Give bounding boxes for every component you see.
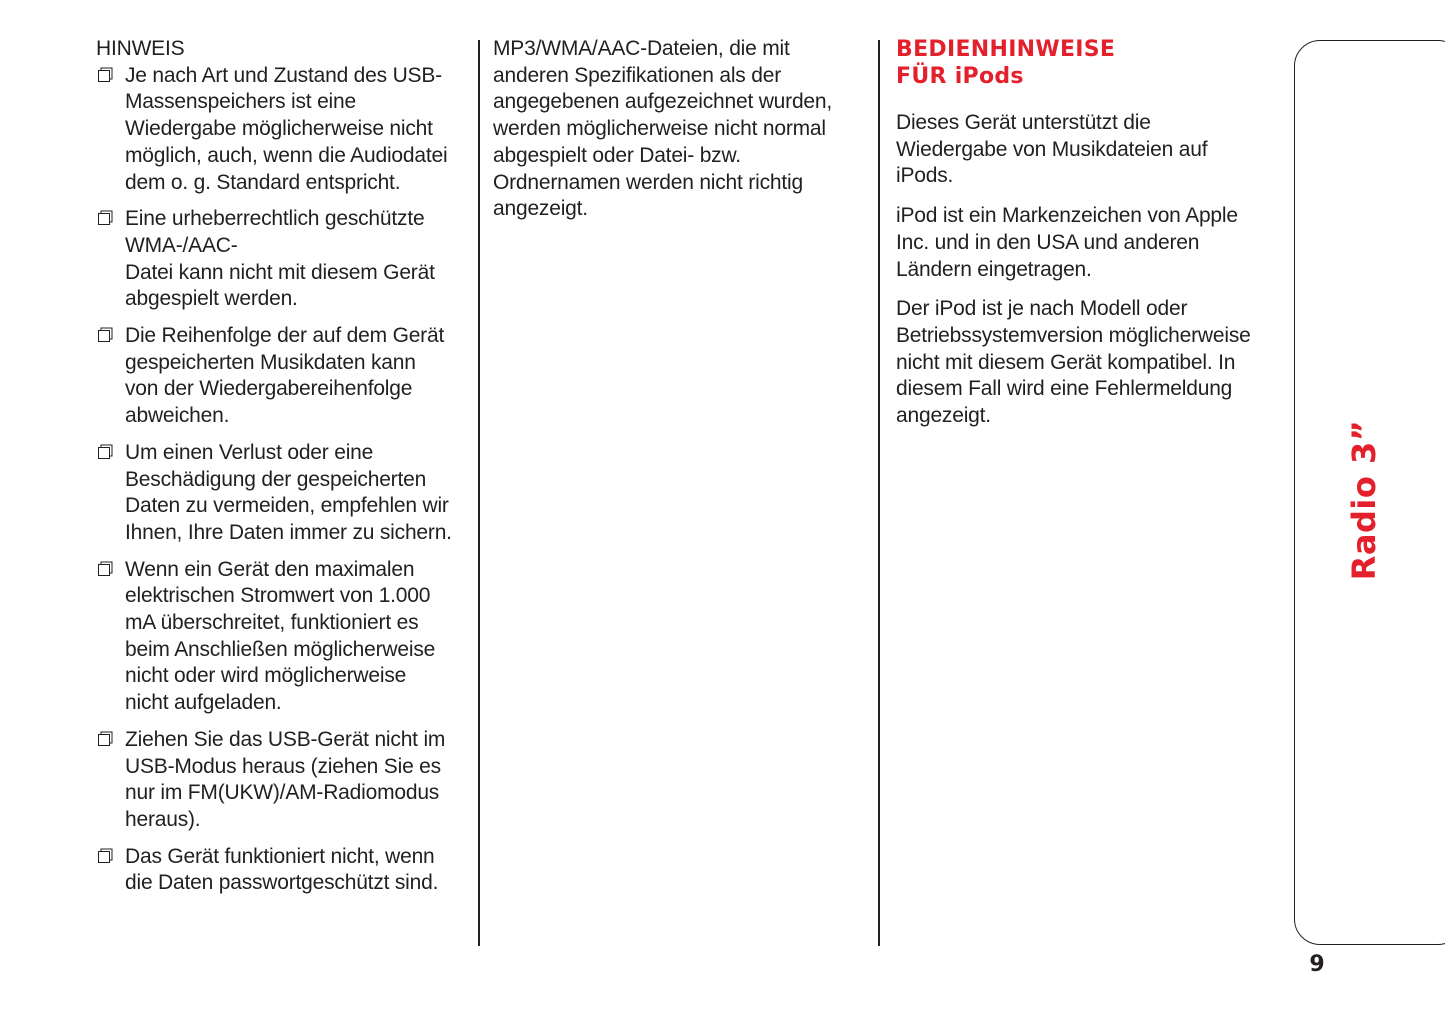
- checkbox-bullet-icon: [98, 330, 110, 342]
- note-heading: HINWEIS: [96, 37, 185, 60]
- chapter-tab-label: Radio 3”: [1345, 419, 1383, 581]
- middle-column: [493, 36, 865, 223]
- note-item: Die Reihenfolge der auf dem Gerät gespeicherten Musikdaten kann von der Wiedergabereihenfolge abweichen.: [96, 323, 468, 430]
- body-paragraph: iPod ist ein Markenzeichen von Apple Inc. und in den USA und anderen Ländern eingetragen.: [896, 204, 1238, 281]
- note-list: [96, 63, 468, 897]
- note-item: Je nach Art und Zustand des USB- Massenspeichers ist eine Wiedergabe möglicherweise nicht möglich, auch, wenn die Audiodatei dem o. g. Standard entspricht.: [96, 63, 468, 197]
- checkbox-bullet-icon: [98, 851, 110, 863]
- note-item: Wenn ein Gerät den maximalen elektrischen Stromwert von 1.000 mA überschreitet, funktioniert es beim Anschließen möglicherweise nicht oder wird möglicherweise nicht aufgeladen.: [96, 557, 468, 717]
- left-column: [96, 36, 468, 907]
- section-title: BEDIENHINWEISE FÜR iPods: [896, 37, 1116, 89]
- body-paragraph: MP3/WMA/AAC-Dateien, die mit anderen Spezifikationen als der angegebenen aufgezeichnet wurden, werden möglicherweise nicht normal abgespielt oder Datei- bzw. Ordnernamen werden nicht richtig angezeigt.: [493, 37, 833, 221]
- checkbox-bullet-icon: [98, 70, 110, 82]
- body-paragraph: Der iPod ist je nach Modell oder Betriebssystemversion möglicherweise nicht mit diesem Gerät kompatibel. In diesem Fall wird eine Fehlermeldung angezeigt.: [896, 297, 1251, 428]
- note-item: Um einen Verlust oder eine Beschädigung der gespeicherten Daten zu vermeiden, empfehlen wir Ihnen, Ihre Daten immer zu sichern.: [96, 440, 468, 547]
- body-paragraph: Dieses Gerät unterstützt die Wiedergabe von Musikdateien auf iPods.: [896, 111, 1208, 188]
- checkbox-bullet-icon: [98, 213, 110, 225]
- note-item: Das Gerät funktioniert nicht, wenn die Daten passwortgeschützt sind.: [96, 844, 468, 897]
- column-divider: [878, 40, 880, 946]
- page-number: 9: [1309, 952, 1325, 977]
- checkbox-bullet-icon: [98, 564, 110, 576]
- note-item: Eine urheberrechtlich geschützte WMA-/AAC- Datei kann nicht mit diesem Gerät abgespielt werden.: [96, 206, 468, 313]
- column-divider: [478, 40, 480, 946]
- note-item: Ziehen Sie das USB-Gerät nicht im USB-Modus heraus (ziehen Sie es nur im FM(UKW)/AM-Radiomodus heraus).: [96, 727, 468, 834]
- right-column: [896, 36, 1268, 443]
- checkbox-bullet-icon: [98, 447, 110, 459]
- checkbox-bullet-icon: [98, 734, 110, 746]
